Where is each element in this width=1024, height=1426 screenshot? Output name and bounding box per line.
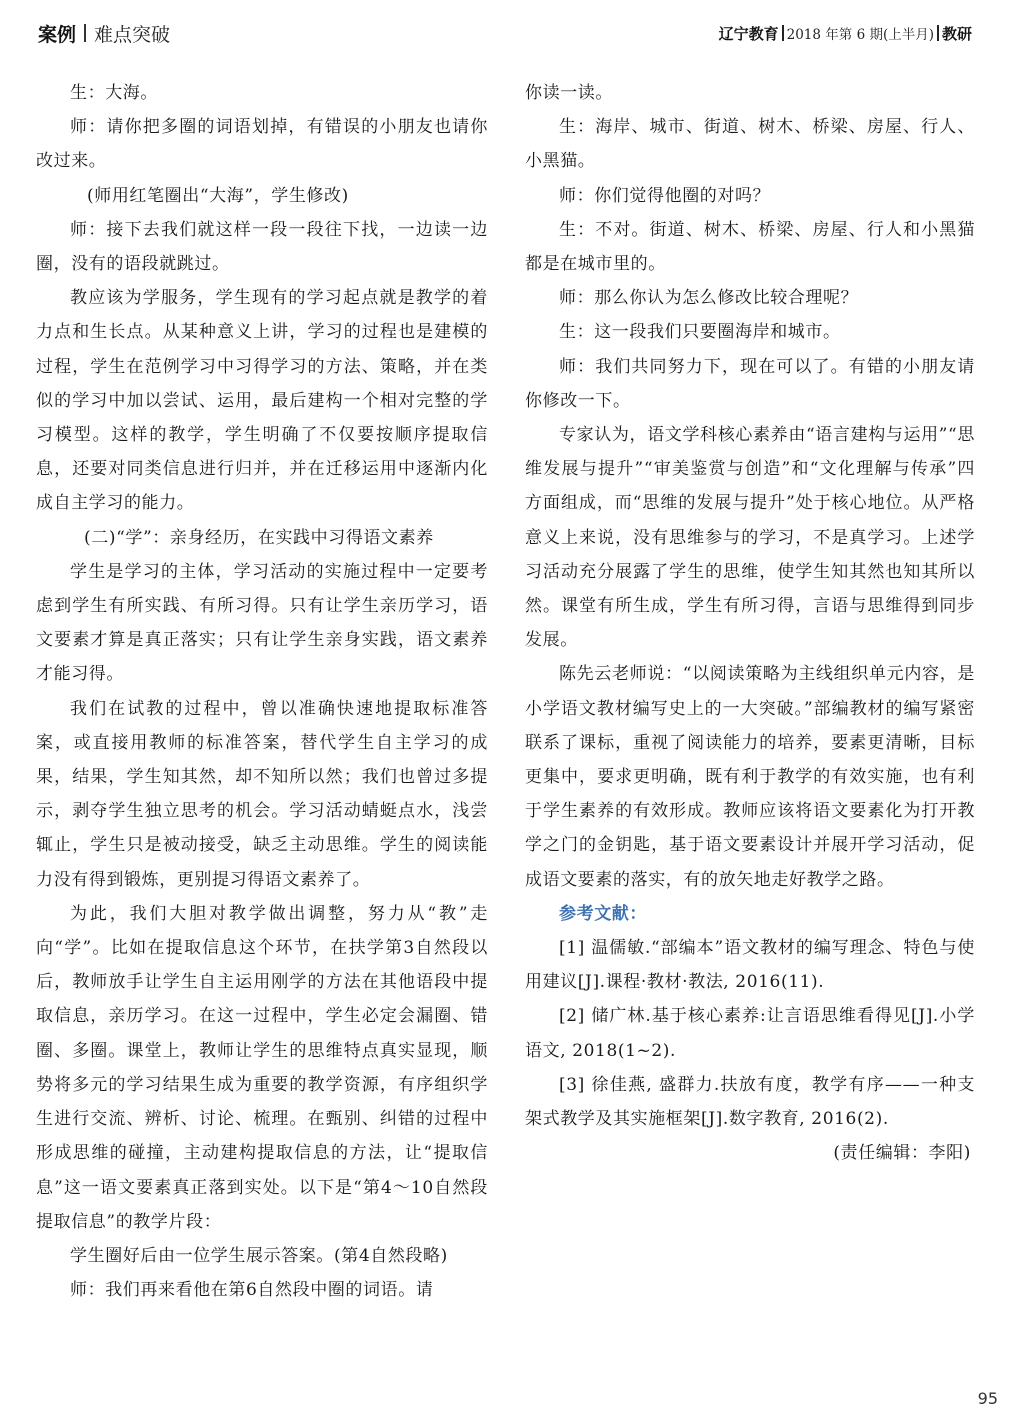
- issue-label: 2018 年第 6 期(上半月): [786, 27, 934, 43]
- paragraph: 生：海岸、城市、街道、树木、桥梁、房屋、行人、小黑猫。: [525, 117, 975, 172]
- reference-item: [3] 徐佳燕, 盛群力.扶放有度，教学有序——一种支架式教学及其实施框架[J].数字教育, 2016(2).: [525, 1074, 975, 1130]
- paragraph: 专家认为，语文学科核心素养由“语言建构与运用”“思维发展与提升”“审美鉴赏与创造”和“文化理解与传承”四方面组成，而“思维的发展与提升”处于核心地位。从严格意义上来说，没有思维参与的学习，不是真学习。上述学习活动充分展露了学生的思维，使学生知其然也知其所以然。课堂有所生成，学生有所习得，言语与思维得到同步发展。: [525, 425, 975, 651]
- paragraph: 学生是学习的主体，学习活动的实施过程中一定要考虑到学生有所实践、有所习得。只有让学生亲历学习，语文要素才算是真正落实；只有让学生亲身实践，语文素养才能习得。: [36, 561, 488, 685]
- paragraph: 师：我们再来看他在第6自然段中圈的词语。请: [70, 1280, 434, 1301]
- paragraph: 师：接下去我们就这样一段一段往下找，一边读一边圈，没有的语段就跳过。: [36, 219, 488, 275]
- header-divider: [84, 24, 86, 42]
- paragraph: 师：那么你认为怎么修改比较合理呢？: [559, 288, 859, 309]
- subsection-label: 难点突破: [94, 23, 171, 46]
- paragraph: 生：这一段我们只要圈海岸和城市。: [559, 322, 841, 343]
- paragraph: 师：请你把多圈的词语划掉，有错误的小朋友也请你改过来。: [36, 117, 488, 172]
- paragraph: 生：不对。街道、树木、桥梁、房屋、行人和小黑猫都是在城市里的。: [525, 219, 975, 275]
- editor-note: (责任编辑：李阳): [833, 1143, 971, 1164]
- paragraph: 教应该为学服务，学生现有的学习起点就是教学的着力点和生长点。从某种意义上讲，学习的过程也是建模的过程，学生在范例学习中习得学习的方法、策略，并在类似的学习中加以尝试、运用，最后建构一个相对完整的学习模型。这样的教学，学生明确了不仅要按顺序提取信息，还要对同类信息进行归并，并在迁移运用中逐渐内化成自主学习的能力。: [36, 288, 488, 514]
- journal-name: 辽宁教育: [718, 24, 779, 43]
- paragraph: 陈先云老师说：“以阅读策略为主线组织单元内容，是小学语文教材编写史上的一大突破。”部编教材的编写紧密联系了课标，重视了阅读能力的培养，要素更清晰，目标更集中，要求更明确，既有利于教学的有效实施，也有利于学生素养的有效形成。教师应该将语文要素化为打开教学之门的金钥匙，基于语文要素设计并展开学习活动，促成语文要素的落实，有的放矢地走好教学之路。: [525, 664, 975, 890]
- paragraph: 学生圈好后由一位学生展示答案。(第4自然段略): [70, 1245, 448, 1266]
- reference-item: [2] 储广林.基于核心素养:让言语思维看得见[J].小学语文, 2018(1~2).: [525, 1006, 975, 1061]
- header-divider: [937, 25, 939, 41]
- paragraph: 师：我们共同努力下，现在可以了。有错的小朋友请你修改一下。: [525, 356, 975, 411]
- right-column: [525, 76, 975, 1171]
- paragraph: 为此，我们大胆对教学做出调整，努力从“教”走向“学”。比如在提取信息这个环节，在扶学第3自然段以后，教师放手让学生自主运用刚学的方法在其他语段中提取信息，亲历学习。在这一过程中，学生必定会漏圈、错圈、多圈。课堂上，教师让学生的思维特点真实显现，顺势将多元的学习结果生成为重要的教学资源，有序组织学生进行交流、辨析、讨论、梳理。在甄别、纠错的过程中形成思维的碰撞，主动建构提取信息的方法，让“提取信息”这一语文要素真正落到实处。以下是“第4～10自然段提取信息”的教学片段：: [36, 903, 488, 1232]
- header-divider: [782, 25, 784, 41]
- paragraph: 我们在试教的过程中，曾以准确快速地提取标准答案，或直接用教师的标准答案，替代学生自主学习的成果，结果，学生知其然，却不知所以然；我们也曾过多提示，剥夺学生独立思考的机会。学习活动蜻蜓点水，浅尝辄止，学生只是被动接受，缺乏主动思维。学生的阅读能力没有得到锻炼，更别提习得语文素养了。: [36, 698, 488, 890]
- left-column: [36, 76, 488, 1307]
- section-right-label: 教研: [941, 24, 972, 43]
- paragraph: 你读一读。: [525, 83, 613, 103]
- section-label: 案例: [38, 23, 77, 46]
- page-number: 95: [977, 1389, 998, 1408]
- paragraph: 师：你们觉得他圈的对吗？: [559, 185, 771, 206]
- stage-note: (师用红笔圈出“大海”，学生修改): [87, 185, 349, 206]
- subheading: (二)“学”：亲身经历，在实践中习得语文素养: [84, 527, 434, 548]
- references-title: 参考文献：: [559, 903, 647, 924]
- reference-item: [1] 温儒敏.“部编本”语文教材的编写理念、特色与使用建议[J].课程·教材·教法, 2016(11).: [525, 938, 975, 993]
- paragraph: 生：大海。: [70, 83, 158, 103]
- header-left: [38, 20, 170, 46]
- header-right: [719, 22, 972, 44]
